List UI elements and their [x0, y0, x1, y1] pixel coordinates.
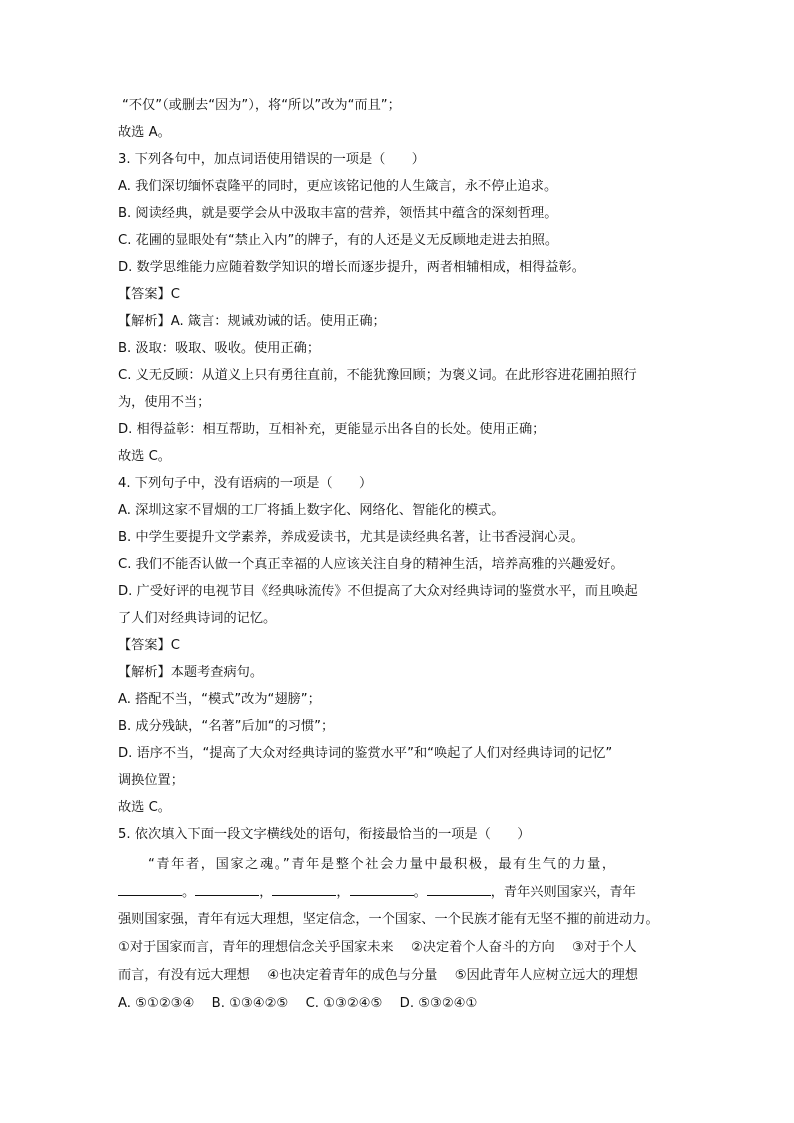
fill-blank-3	[272, 883, 336, 896]
analysis-line: B. 汲取：吸取、吸收。使用正确；	[118, 341, 321, 356]
answer-label: 【答案】C	[118, 287, 180, 302]
passage-line: 强则国家强，青年有远大理想，坚定信念，一个国家、一个民族才能有无坚不摧的前进动力。	[118, 912, 659, 927]
question-4-option-d: D. 广受好评的电视节目《经典咏流传》不但提高了大众对经典诗词的鉴赏水平，而且唤起	[118, 584, 638, 599]
analysis-line: 调换位置；	[118, 773, 184, 788]
question-4-stem: 4. 下列句子中，没有语病的一项是（ ）	[118, 476, 373, 491]
question-3-option-d: D. 数学思维能力应随着数学知识的增长而逐步提升，两者相辅相成，相得益彰。	[118, 260, 585, 275]
analysis-line: D. 相得益彰：相互帮助，互相补充，更能显示出各自的长处。使用正确；	[118, 422, 546, 437]
sentence-choices-line: ①对于国家而言，青年的理想信念关乎国家未来 ②决定着个人奋斗的方向 ③对于个人	[118, 940, 637, 955]
text-line: 故选 C。	[118, 800, 171, 815]
question-4-option-a: A. 深圳这家不冒烟的工厂将插上数字化、网络化、智能化的模式。	[118, 503, 505, 518]
question-3-stem: 3. 下列各句中，加点词语使用错误的一项是（ ）	[118, 152, 425, 167]
fill-blank-2	[195, 883, 259, 896]
question-3-option-b: B. 阅读经典，就是要学会从中汲取丰富的营养，领悟其中蕴含的深刻哲理。	[118, 206, 558, 221]
fill-blank-4	[350, 883, 414, 896]
analysis-line: C. 义无反顾：从道义上只有勇往直前，不能犹豫回顾；为褒义词。在此形容进花圃拍照行	[118, 368, 637, 383]
analysis-line: 【解析】本题考查病句。	[118, 665, 264, 680]
answer-label: 【答案】C	[118, 638, 180, 653]
analysis-line: 为，使用不当；	[118, 395, 211, 410]
analysis-line: 【解析】A. 箴言：规诫劝诫的话。使用正确；	[118, 314, 386, 329]
fill-blank-1	[118, 883, 182, 896]
question-4-option-b: B. 中学生要提升文学素养，养成爱读书，尤其是读经典名著，让书香浸润心灵。	[118, 530, 584, 545]
question-3-option-c: C. 花圃的显眼处有“禁止入内”的牌子，有的人还是义无反顾地走进去拍照。	[118, 233, 559, 248]
text-line: 故选 A。	[118, 125, 171, 140]
passage-line: “青年者，国家之魂。”青年是整个社会力量中最积极，最有生气的力量，	[148, 857, 617, 872]
question-3-option-a: A. 我们深切缅怀袁隆平的同时，更应该铭记他的人生箴言，永不停止追求。	[118, 179, 558, 194]
text-line: 故选 C。	[118, 449, 171, 464]
sentence-choices-line: 而言，有没有远大理想 ④也决定着青年的成色与分量 ⑤因此青年人应树立远大的理想	[118, 968, 638, 983]
passage-line-with-blanks: 。 ， ， 。 ，青年兴则国家兴，青年	[118, 883, 678, 902]
analysis-line: D. 语序不当，“提高了大众对经典诗词的鉴赏水平”和“唤起了人们对经典诗词的记忆”	[118, 746, 613, 761]
question-4-option-c: C. 我们不能否认做一个真正幸福的人应该关注自身的精神生活，培养高雅的兴趣爱好。	[118, 557, 624, 572]
fill-blank-5	[427, 883, 491, 896]
question-5-options: A. ⑤①②③④ B. ①③④②⑤ C. ①③②④⑤ D. ⑤③②④①	[118, 996, 478, 1011]
question-4-option-d-cont: 了人们对经典诗词的记忆。	[118, 611, 277, 626]
analysis-line: B. 成分残缺，“名著”后加“的习惯”；	[118, 719, 335, 734]
analysis-line: A. 搭配不当，“模式”改为“翅膀”；	[118, 692, 321, 707]
text-line: “不仅”（或删去“因为”），将“所以”改为“而且”；	[122, 98, 401, 113]
question-5-stem: 5. 依次填入下面一段文字横线处的语句，衔接最恰当的一项是（ ）	[118, 827, 531, 842]
